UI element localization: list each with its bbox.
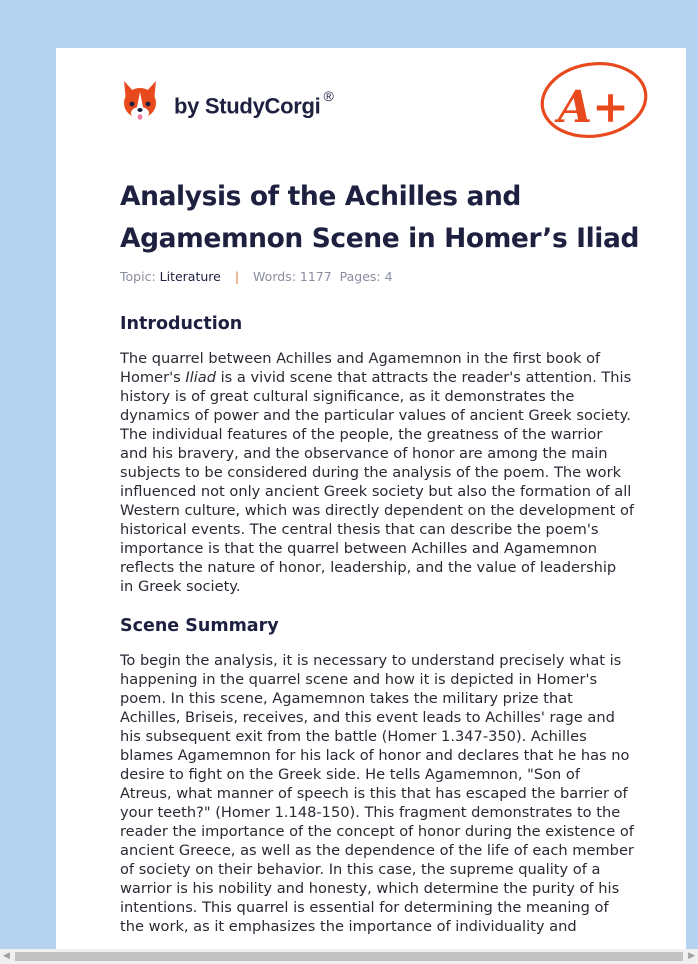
word-count: Words: 1177 xyxy=(253,269,332,284)
page-title: Analysis of the Achilles and Agamemnon Scene in Homer’s Iliad xyxy=(120,181,640,254)
section-paragraph: To begin the analysis, it is necessary to understand precisely what is happening in the quarrel scene and how it is depicted in Homer's poem. In this scene, Agamemnon takes the military prize that Achilles, Briseis, receives, and this event leads to Achilles' rage and his subsequent exit from the battle (Homer 1.347-350). Achilles blames Agamemnon for his lack of honor and declares that he has no desire to fight on the Greek side. He tells Agamemnon, "Son of Atreus, what manner of speech is this that has escaped the barrier of your teeth?" (Homer 1.148-150). This fragment demonstrates to the reader the importance of the concept of honor during the existence of ancient Greece, as well as the dependence of the life of each member of society on their behavior. In this case, the supreme quality of a warrior is his nobility and honesty, which determine the purity of his intentions. This quarrel is essential for determining the meaning of the work, as it emphasizes the importance of individuality and xyxy=(120,652,634,935)
grade-text: A+ xyxy=(558,82,630,133)
corgi-icon xyxy=(120,77,160,123)
topic-link[interactable]: Literature xyxy=(159,269,221,284)
registered-mark: ® xyxy=(323,88,334,105)
brand-name: by StudyCorgi xyxy=(174,93,321,119)
scroll-right-icon[interactable]: ▶ xyxy=(688,951,695,961)
grade-a-plus-badge xyxy=(538,58,650,142)
section-heading: Scene Summary xyxy=(120,616,279,636)
scroll-left-icon[interactable]: ◀ xyxy=(3,951,10,961)
section-paragraph: The quarrel between Achilles and Agamemnon in the first book of Homer's Iliad is a vivid scene that attracts the reader's attention. This history is of great cultural significance, as it demonstrates the dynamics of power and the particular values of ancient Greek society. The individual features of the people, the greatness of the warrior and his bravery, and the observance of honor are among the main subjects to be considered during the analysis of the poem. The work influenced not only ancient Greek society but also the formation of all Western culture, which was directly dependent on the development of historical events. The central thesis that can describe the poem's importance is that the quarrel between Achilles and Agamemnon reflects the nature of honor, leadership, and the value of leadership in Greek society. xyxy=(120,350,635,595)
meta-separator: | xyxy=(234,269,240,284)
scrollbar-thumb[interactable] xyxy=(15,952,683,961)
book-title: Iliad xyxy=(185,369,216,386)
section-heading: Introduction xyxy=(120,314,243,334)
article-meta xyxy=(120,269,393,284)
topic-label: Topic: xyxy=(120,269,156,284)
document-page xyxy=(56,48,686,949)
brand-logo[interactable] xyxy=(120,76,333,124)
page-count: Pages: 4 xyxy=(339,269,393,284)
horizontal-scrollbar[interactable] xyxy=(0,949,698,964)
